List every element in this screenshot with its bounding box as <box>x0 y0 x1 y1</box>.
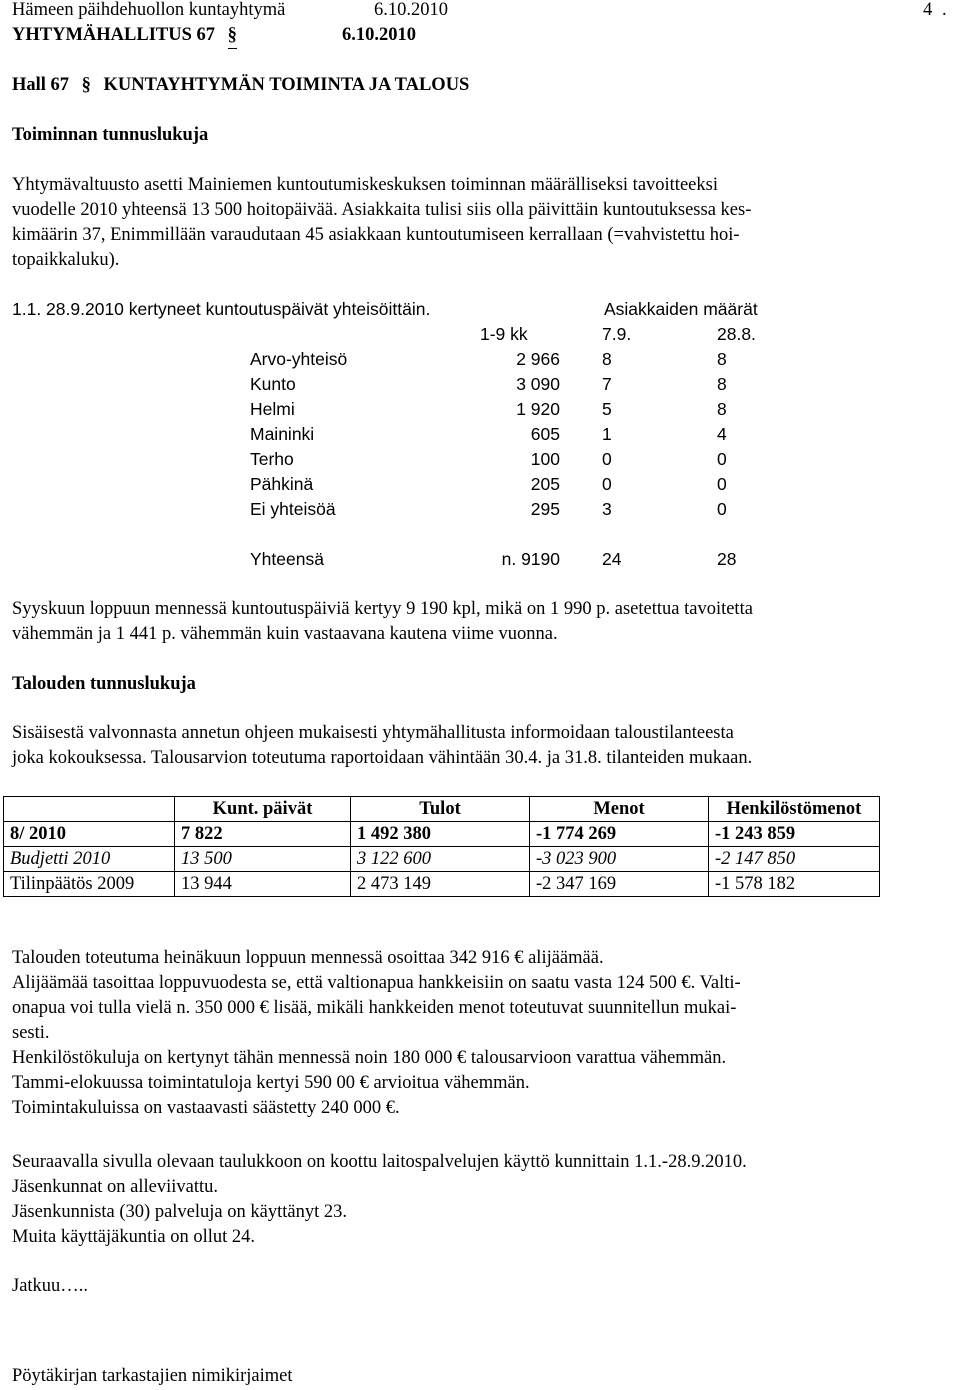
finance-cell: -3 023 900 <box>530 847 709 872</box>
col-date-a: 7.9. <box>602 324 632 344</box>
clients-date-b: 8 <box>717 349 727 369</box>
table-row <box>250 397 777 422</box>
finance-intro <box>12 721 952 771</box>
text-line: Syyskuun loppuun mennessä kuntoutuspäiviä kertyy 9 190 kpl, mikä on 1 990 p. asetettua tavoitetta <box>12 599 753 619</box>
finance-cell: -1 243 859 <box>709 822 880 847</box>
text-line: Muita käyttäjäkuntia on ollut 24. <box>12 1227 256 1247</box>
title-paragraph-sign: § <box>81 75 91 95</box>
finance-cell: -1 578 182 <box>709 872 880 897</box>
page-title <box>12 73 469 98</box>
text-line: joka kokouksessa. Talousarvion toteutuma raportoidaan vähintään 30.4. ja 31.8. tilanteiden mukaan. <box>12 748 753 768</box>
unit-name: Helmi <box>250 399 295 419</box>
total-date-b: 28 <box>717 549 737 569</box>
text-line: Jäsenkunnista (30) palveluja on käyttänyt 23. <box>12 1202 347 1222</box>
footer-initials: Pöytäkirjan tarkastajien nimikirjaimet <box>12 1366 293 1386</box>
rehab-days-table <box>250 322 777 572</box>
finance-cell: Tilinpäätös 2009 <box>4 872 175 897</box>
days-summary <box>12 597 952 647</box>
total-date-a: 24 <box>602 549 622 569</box>
table-row <box>250 472 777 497</box>
col-days: 1-9 kk <box>480 324 528 344</box>
title-prefix: Hall 67 <box>12 75 70 95</box>
finance-header-cell: Henkilöstömenot <box>709 797 880 822</box>
table-total-row <box>250 547 777 572</box>
text-line: Alijäämää tasoittaa loppuvuodesta se, että valtionapua hankkeisiin on saatu vasta 124 500 €. Valti- <box>12 973 741 993</box>
finance-header-cell <box>4 797 175 822</box>
page-number: 4 <box>923 0 933 20</box>
title-text: KUNTAYHTYMÄN TOIMINTA JA TALOUS <box>103 75 470 95</box>
finance-row <box>4 872 880 897</box>
clients-date-a: 3 <box>602 499 612 519</box>
finance-cell: -1 774 269 <box>530 822 709 847</box>
clients-date-a: 0 <box>602 474 612 494</box>
unit-name: Arvo-yhteisö <box>250 349 348 369</box>
finance-cell: 13 944 <box>175 872 351 897</box>
text-line: Seuraavalla sivulla olevaan taulukkoon on koottu laitospalvelujen käyttö kunnittain 1.1.-28.9.2010. <box>12 1152 747 1172</box>
text-line: Talouden toteutuma heinäkuun loppuun mennessä osoittaa 342 916 € alijäämää. <box>12 948 604 968</box>
text-line: Yhtymävaltuusto asetti Mainiemen kuntoutumiskeskuksen toiminnan määrälliseksi tavoitteeksi <box>12 175 718 195</box>
header-board <box>12 23 245 49</box>
table-row <box>250 372 777 397</box>
header-dot: . <box>942 0 947 20</box>
text-line: Jäsenkunnat on alleviivattu. <box>12 1177 219 1197</box>
section-heading-finance: Talouden tunnuslukuja <box>12 674 196 694</box>
finance-text <box>12 946 952 1121</box>
finance-header-row <box>4 797 880 822</box>
clients-date-b: 8 <box>717 374 727 394</box>
unit-name: Pähkinä <box>250 474 314 494</box>
text-line: Henkilöstökuluja on kertynyt tähän mennessä noin 180 000 € talousarvioon varattua vähemmän. <box>12 1048 727 1068</box>
clients-date-b: 0 <box>717 474 727 494</box>
operations-paragraph <box>12 173 952 273</box>
client-count-heading: Asiakkaiden määrät <box>604 299 758 319</box>
section-heading-operations: Toiminnan tunnuslukuja <box>12 125 209 145</box>
header-date: 6.10.2010 <box>374 0 448 20</box>
table-row <box>250 347 777 372</box>
finance-row <box>4 847 880 872</box>
clients-date-a: 7 <box>602 374 612 394</box>
days-table-caption: 1.1. 28.9.2010 kertyneet kuntoutuspäivät yhteisöittäin. <box>12 299 431 319</box>
unit-name: Kunto <box>250 374 296 394</box>
finance-cell: 13 500 <box>175 847 351 872</box>
rehab-days: 1 920 <box>516 399 560 419</box>
table-row <box>250 447 777 472</box>
rehab-days: 295 <box>530 499 560 519</box>
text-line: vuodelle 2010 yhteensä 13 500 hoitopäivää. Asiakkaita tulisi siis olla päivittäin kuntoutuksessa kes- <box>12 200 752 220</box>
finance-header-cell: Kunt. päivät <box>175 797 351 822</box>
table-spacer <box>250 522 777 547</box>
clients-date-b: 0 <box>717 449 727 469</box>
clients-date-a: 0 <box>602 449 612 469</box>
finance-header-cell: Tulot <box>351 797 530 822</box>
clients-date-a: 8 <box>602 349 612 369</box>
col-date-b: 28.8. <box>717 324 756 344</box>
finance-header-cell: Menot <box>530 797 709 822</box>
text-line: kimäärin 37, Enimmillään varaudutaan 45 asiakkaan kuntoutumiseen kerrallaan (=vahvistettu hoi- <box>12 225 740 245</box>
rehab-days: 605 <box>530 424 560 444</box>
clients-date-a: 5 <box>602 399 612 419</box>
table-row <box>250 422 777 447</box>
clients-date-b: 8 <box>717 399 727 419</box>
total-days: n. 9190 <box>501 549 560 569</box>
unit-name: Terho <box>250 449 294 469</box>
text-line: sesti. <box>12 1023 50 1043</box>
finance-cell: 2 473 149 <box>351 872 530 897</box>
text-line: Toimintakuluissa on vastaavasti säästetty 240 000 €. <box>12 1098 400 1118</box>
finance-cell: 8/ 2010 <box>4 822 175 847</box>
rehab-days: 100 <box>530 449 560 469</box>
text-line: Tammi-elokuussa toimintatuloja kertyi 590 00 € arvioitua vähemmän. <box>12 1073 530 1093</box>
table-row <box>250 497 777 522</box>
rehab-days: 3 090 <box>516 374 560 394</box>
finance-cell: -2 147 850 <box>709 847 880 872</box>
unit-name: Maininki <box>250 424 315 444</box>
clients-date-b: 0 <box>717 499 727 519</box>
total-label: Yhteensä <box>250 549 324 569</box>
text-line: Sisäisestä valvonnasta annetun ohjeen mukaisesti yhtymähallitusta informoidaan taloustilanteesta <box>12 723 734 743</box>
table-header-row <box>250 322 777 347</box>
header-board-date: 6.10.2010 <box>342 25 416 45</box>
unit-name: Ei yhteisöä <box>250 499 336 519</box>
text-line: topaikkaluku). <box>12 250 120 270</box>
text-line: vähemmän ja 1 441 p. vähemmän kuin vastaavana kautena viime vuonna. <box>12 624 558 644</box>
header-org: Hämeen päihdehuollon kuntayhtymä <box>12 0 286 20</box>
finance-cell: Budjetti 2010 <box>4 847 175 872</box>
usage-text <box>12 1150 952 1250</box>
board-name: YHTYMÄHALLITUS 67 <box>12 25 216 45</box>
finance-cell: 1 492 380 <box>351 822 530 847</box>
finance-cell: 7 822 <box>175 822 351 847</box>
clients-date-a: 1 <box>602 424 612 444</box>
clients-date-b: 4 <box>717 424 727 444</box>
paragraph-sign: § <box>228 23 237 49</box>
text-line: onapua voi tulla vielä n. 350 000 € lisää, mikäli hankkeiden menot toteutuvat suunnitellun mukai- <box>12 998 737 1018</box>
rehab-days: 205 <box>530 474 560 494</box>
finance-table <box>3 796 880 897</box>
finance-cell: -2 347 169 <box>530 872 709 897</box>
finance-row <box>4 822 880 847</box>
rehab-days: 2 966 <box>516 349 560 369</box>
continued-note: Jatkuu….. <box>12 1276 89 1296</box>
finance-cell: 3 122 600 <box>351 847 530 872</box>
